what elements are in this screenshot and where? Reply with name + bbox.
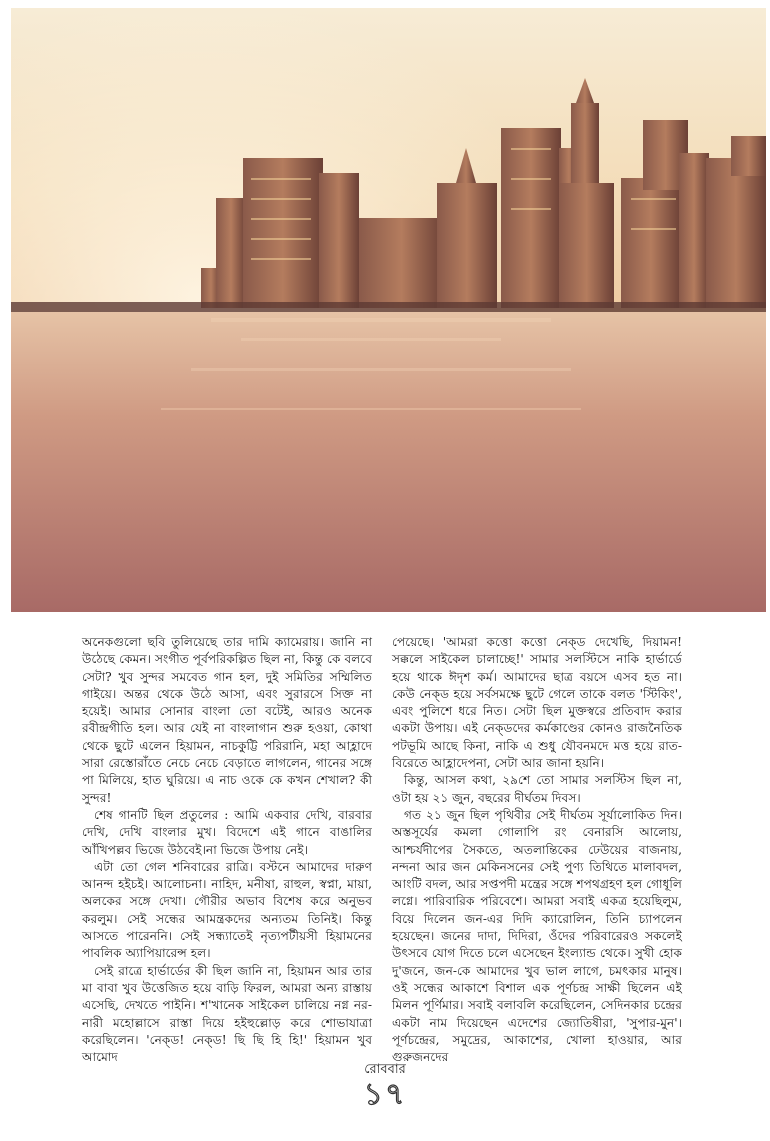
article-column-left [82,634,372,1065]
article-column-right [392,634,682,1065]
paragraph: শেষ গানটি ছিল প্রতুলের : আমি একবার দেখি, বারবার দেখি, দেখি বাংলার মুখ। বিদেশে এই গানে বাঙালির আঁখিপল্লব ভিজে উঠবেই।না ভিজে উপায় নেই। [82,807,372,857]
page-number: ১৭ [363,1077,407,1112]
paragraph: পেয়েছে। 'আমরা কত্তো কত্তো নেক্ড দেখেছি, দিয়ামন! সক্কলে সাইকেল চালাচ্ছে!' সামার সলস্টিসে নাকি হার্ভার্ডে হয়ে থাকে ঈদৃশ কর্ম। আমাদের ছাত্র বয়সে এসব হত না। কেউ নেক্ড হয়ে সর্বসমক্ষে ছুটে গেলে তাকে বলত 'স্টিকিং', এবং পুলিশে ধরে নিত। সেটা ছিল মুক্তস্বরে প্রতিবাদ করার একটা উপায়। এই নেক্ডদের কর্মকাণ্ডের কোনও রাজনৈতিক পটভূমি আছে কিনা, নাকি এ শুধু যৌবনমদে মত্ত হয়ে রাত-বিরেতে আহ্লাদেপনা, সেটা আর জানা হয়নি। [392,635,682,771]
paragraph: অনেকগুলো ছবি তুলিয়েছে তার দামি ক্যামেরায়। জানি না উঠেছে কেমন। সংগীত পূর্বপরিকল্পিত ছিল না, কিন্তু কে বলবে সেটা? খুব সুন্দর সমবেত গান হল, দুই সমিতির সম্মিলিত গাইয়ে। অন্তর থেকে উঠে আসা, এবং সুরারসে সিক্ত না হয়েই। আমার সোনার বাংলা তো বটেই, আরও অনেক রবীন্দ্রগীতি হল। আর যেই না বাংলাগান শুরু হওয়া, কোথা থেকে ছুটে এলেন হিয়ামন, নাচকুট্টি পরিরানি, মহা আহ্লাদে সারা রেস্তোরাঁতে নেচে নেচে বেড়াতে লাগলেন, গানের সঙ্গে পা মিলিয়ে, হাত ঘুরিয়ে। এ নাচ ওকে কে কখন শেখাল? কী সুন্দর! [82,635,372,805]
paragraph: গত ২১ জুন ছিল পৃথিবীর সেই দীর্ঘতম সূর্যালোকিত দিন। অস্তসূর্যের কমলা গোলাপি রং বেনারসি আলোয়, আশ্চর্যদীপের সৈকতে, অতলান্তিকের ঢেউয়ের বাজনায়, নন্দনা আর জন মেকিনসনের সেই পুণ্য তিথিতে মালাবদল, আংটি বদল, আর সপ্তপদী মন্ত্রের সঙ্গে শপথগ্রহণ হল গোধূলি লগ্নে। পারিবারিক পরিবেশে। আমরা সবাই একত্র হয়েছিলুম, বিয়ে দিলেন জন-এর দিদি ক্যারোলিন, তিনি চ্যাপলেন হয়েছেন। জনের দাদা, দিদিরা, ওঁদের পরিবারেরও সকলেই উৎসবে যোগ দিতে চলে এসেছেন ইংল্যান্ড থেকে। সুখী হোক দু'জনে, জন-কে আমাদের খুব ভাল লাগে, চমৎকার মানুষ। ওই সন্ধের আকাশে বিশাল এক পূর্ণচন্দ্র সাক্ষী ছিলেন এই মিলন পূর্ণিমার। সবাই বলাবলি করেছিলেন, সেদিনকার চন্দ্রের একটা নাম দিয়েছেন এদেশের জ্যোতিষীরা, 'সুপার-মুন'। পূর্ণচন্দ্রের, সমুদ্রের, আকাশের, খোলা হাওয়ার, আর গুরুজনদের [392,807,682,1065]
article-body [82,634,682,1065]
city-skyline-sunset-photo [11,8,766,612]
paragraph: সেই রাত্রে হার্ভার্ডের কী ছিল জানি না, হিয়ামন আর তার মা বাবা খুব উত্তেজিত হয়ে বাড়ি ফিরল, আমরা অন্য রাস্তায় এসেছি, দেখতে পাইনি। শ'খানেক সাইকেল চালিয়ে নগ্ন নর-নারী মহোল্লাসে রাস্তা দিয়ে হইহুল্লোড় করে শোভাযাত্রা করেছিলেন। 'নেক্ড! নেক্ড! ছি ছি হি হি!' হিয়ামন খুব আমোদ [82,963,372,1065]
paragraph: এটা তো গেল শনিবারের রাত্রি। বস্টনে আমাদের দারুণ আনন্দ হইচই। আলোচনা। নাহিদ, মনীষা, রাহুল, স্বপ্না, মায়া, অলকের সঙ্গে দেখা। গৌরীর অভাব বিশেষ করে অনুভব করলুম। সেই সন্ধের আমন্ত্রকদের অন্যতম তিনিই। কিন্তু আসতে পারেননি। সেই সন্ধ্যাতেই নৃত্যপটীয়সী হিয়ামনের পাবলিক অ্যাপিয়ারেন্স হল। [82,859,372,961]
page-footer [0,1062,770,1112]
paragraph: কিন্তু, আসল কথা, ২৯শে তো সামার সলস্টিস ছিল না, ওটা হয় ২১ জুন, বছরের দীর্ঘতম দিবস। [392,773,682,805]
magazine-name: রোববার [364,1062,406,1077]
city-skyline-sunset-icon [11,8,766,612]
